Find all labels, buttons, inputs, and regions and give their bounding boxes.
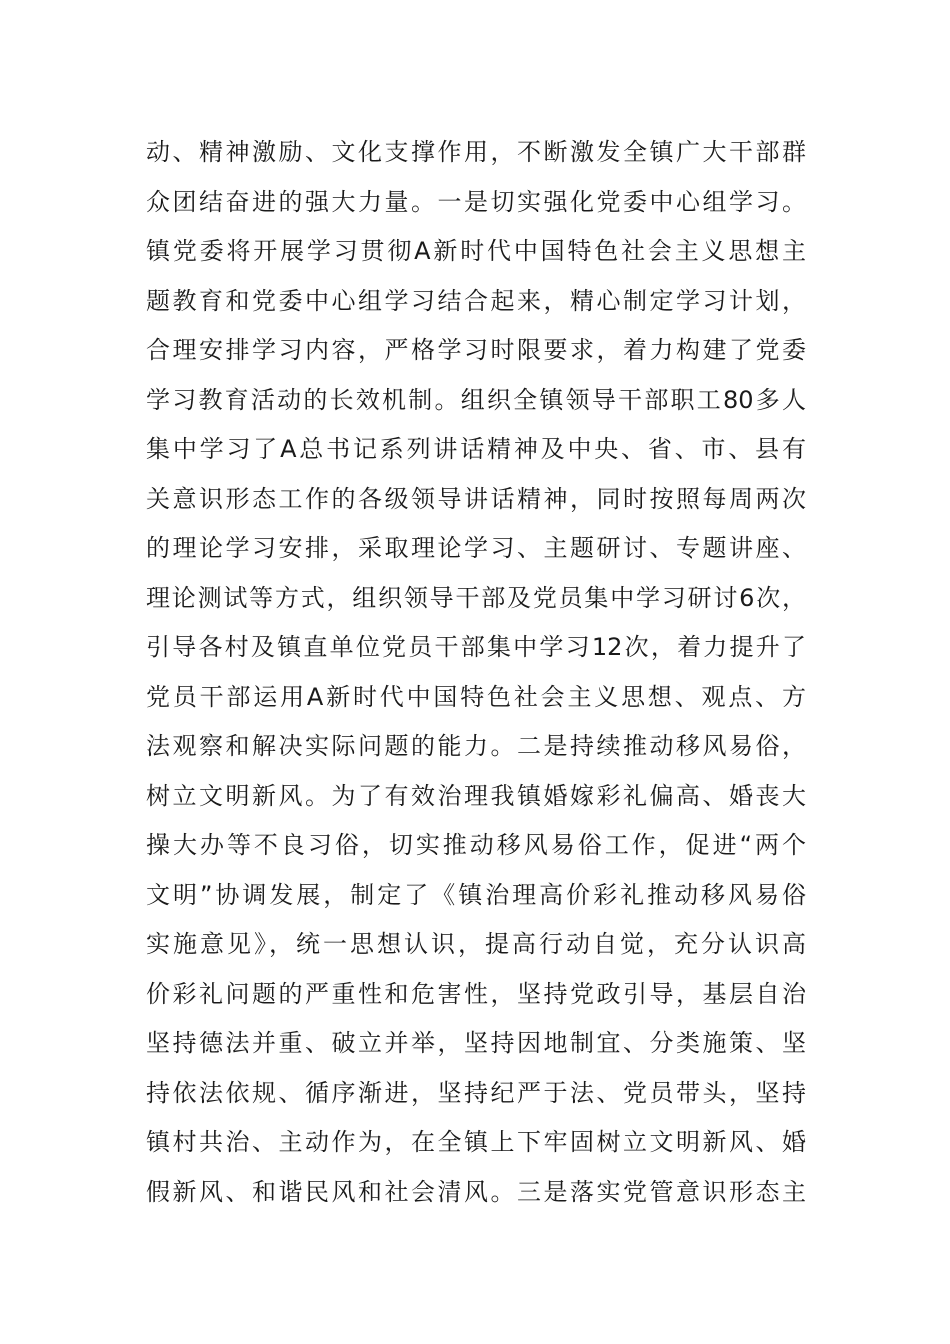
text-line: 树立文明新风。为了有效治理我镇婚嫁彩礼偏高、婚丧大 xyxy=(146,781,806,810)
text-line: 动、精神激励、文化支撑作用，不断激发全镇广大干部群 xyxy=(146,138,806,166)
text-line: 理论测试等方式，组织领导干部及党员集中学习研讨6次， xyxy=(146,583,806,612)
text-line: 坚持德法并重、破立并举，坚持因地制宜、分类施策、坚 xyxy=(146,1029,806,1057)
text-line: 价彩礼问题的严重性和危害性，坚持党政引导，基层自治 xyxy=(146,979,806,1008)
text-line: 实施意见》，统一思想认识，提高行动自觉，充分认识高 xyxy=(146,930,806,958)
text-line: 镇村共治、主动作为，在全镇上下牢固树立文明新风、婚 xyxy=(146,1128,806,1156)
text-line: 的理论学习安排，采取理论学习、主题研讨、专题讲座、 xyxy=(146,534,806,562)
text-line: 持依法依规、循序渐进，坚持纪严于法、党员带头，坚持 xyxy=(146,1078,806,1107)
text-line: 题教育和党委中心组学习结合起来，精心制定学习计划， xyxy=(146,286,806,315)
text-line: 文明”协调发展，制定了《镇治理高价彩礼推动移风易俗 xyxy=(146,880,806,909)
text-line: 操大办等不良习俗，切实推动移风易俗工作，促进“两个 xyxy=(146,831,806,859)
text-line: 引导各村及镇直单位党员干部集中学习12次，着力提升了 xyxy=(146,633,806,661)
text-line: 合理安排学习内容，严格学习时限要求，着力构建了党委 xyxy=(146,336,806,364)
text-line: 学习教育活动的长效机制。组织全镇领导干部职工80多人 xyxy=(146,385,806,414)
text-line: 假新风、和谐民风和社会清风。三是落实党管意识形态主 xyxy=(146,1177,806,1206)
text-line: 众团结奋进的强大力量。一是切实强化党委中心组学习。 xyxy=(146,187,806,216)
text-line: 关意识形态工作的各级领导讲话精神，同时按照每周两次 xyxy=(146,484,806,513)
text-line: 镇党委将开展学习贯彻A新时代中国特色社会主义思想主 xyxy=(146,237,806,265)
text-line: 法观察和解决实际问题的能力。二是持续推动移风易俗， xyxy=(146,732,806,760)
text-line: 党员干部运用A新时代中国特色社会主义思想、观点、方 xyxy=(146,682,806,711)
body-text xyxy=(146,128,806,1217)
text-line: 集中学习了A总书记系列讲话精神及中央、省、市、县有 xyxy=(146,435,806,463)
